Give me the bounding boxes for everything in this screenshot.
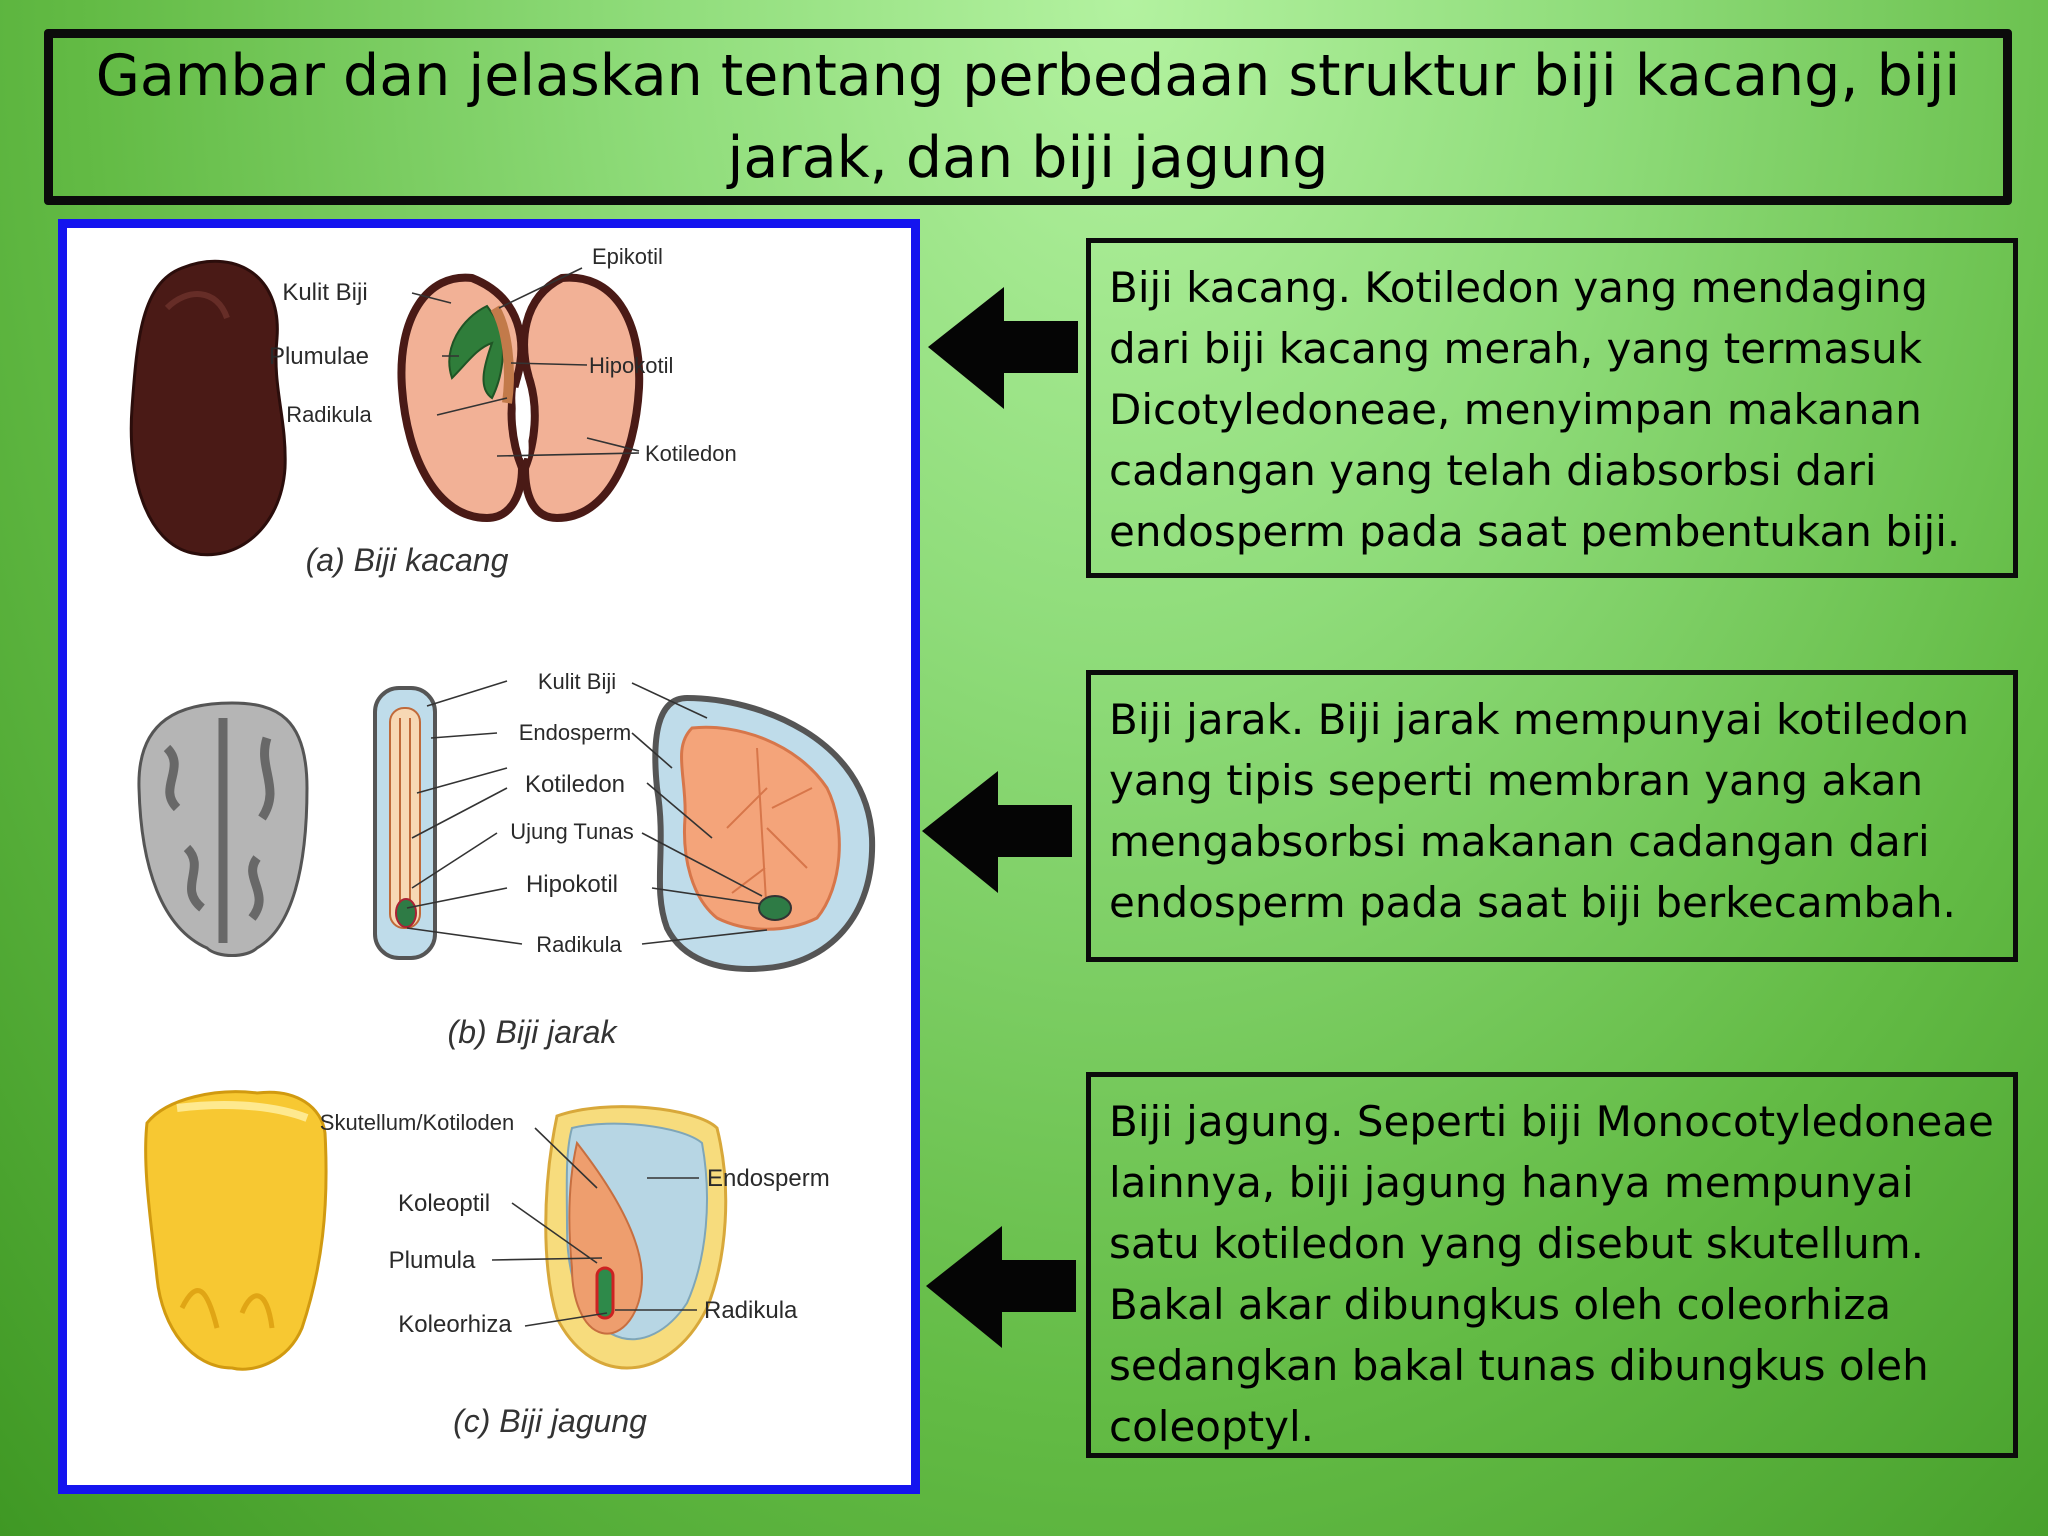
label-a-kulit-biji: Kulit Biji: [282, 279, 368, 306]
label-a-hipokotil: Hipokotil: [589, 353, 674, 378]
label-c-plumula: Plumula: [388, 1247, 476, 1274]
label-b-endosperm: Endosperm: [518, 720, 632, 745]
description-jarak: Biji jarak. Biji jarak mempunyai kotiledon yang tipis seperti membran yang akan mengabsorbsi makanan cadangan dari endosperm pada saat biji berkecambah.: [1086, 670, 2018, 962]
label-a-epikotil: Epikotil: [592, 244, 663, 269]
description-kacang: Biji kacang. Kotiledon yang mendaging dari biji kacang merah, yang termasuk Dicotyledoneae, menyimpan makanan cadangan yang telah diabsorbsi dari endosperm pada saat pembentukan biji.: [1086, 238, 2018, 578]
label-b-radikula: Radikula: [536, 932, 622, 957]
arrow-left-icon: [922, 771, 1074, 893]
seed-structure-diagram: [67, 228, 911, 1485]
label-c-endosperm: Endosperm: [707, 1165, 830, 1192]
corn-kernel-group: [146, 1092, 830, 1439]
castor-bean-group: [139, 669, 872, 1050]
label-b-kotiledon: Kotiledon: [524, 771, 626, 798]
description-jagung: Biji jagung. Seperti biji Monocotyledoneae lainnya, biji jagung hanya mempunyai satu kotiledon yang disebut skutellum. Bakal akar dibungkus oleh coleorhiza sedangkan bakal tunas dibungkus oleh coleoptyl.: [1086, 1072, 2018, 1458]
label-c-koleorhiza: Koleorhiza: [398, 1311, 512, 1338]
label-b-hipokotil: Hipokotil: [525, 871, 619, 898]
caption-c: (c) Biji jagung: [453, 1403, 647, 1439]
label-c-skutellum: Skutellum/Kotiloden: [319, 1110, 515, 1135]
label-b-kulit-biji: Kulit Biji: [537, 669, 617, 694]
kidney-bean-section-right: [524, 278, 639, 518]
caption-a: (a) Biji kacang: [305, 542, 509, 578]
label-a-kotiledon: Kotiledon: [645, 441, 737, 466]
label-c-koleoptil: Koleoptil: [397, 1190, 491, 1217]
kidney-bean-whole: [131, 261, 285, 554]
arrow-left-icon: [928, 287, 1080, 409]
slide-title: Gambar dan jelaskan tentang perbedaan struktur biji kacang, biji jarak, dan biji jagung: [44, 29, 2012, 205]
kidney-bean-group: [131, 244, 737, 578]
label-a-radikula: Radikula: [286, 402, 372, 427]
label-b-ujung-tunas: Ujung Tunas: [510, 819, 634, 844]
caption-b: (b) Biji jarak: [447, 1014, 617, 1050]
label-a-plumulae: Plumulae: [268, 343, 370, 370]
label-c-radikula: Radikula: [704, 1297, 798, 1324]
seed-diagram-panel: [58, 219, 920, 1494]
arrow-left-icon: [926, 1226, 1078, 1348]
corn-kernel-whole: [146, 1092, 326, 1369]
